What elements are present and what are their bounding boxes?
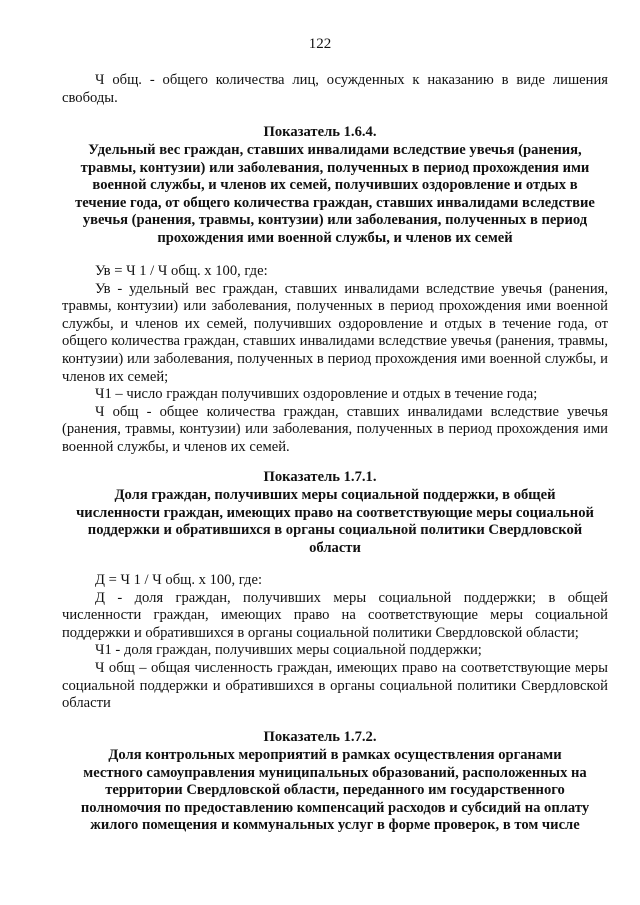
page-number: 122 xyxy=(308,36,332,52)
heading-line: прохождения ими военной службы, и членов их семей xyxy=(157,229,513,246)
heading-line: травмы, контузии) или заболевания, полученных в период прохождения ими xyxy=(80,159,590,176)
section-body-1-6-4 xyxy=(62,263,608,457)
definition-ch1: Ч1 - доля граждан, получивших меры социальной поддержки; xyxy=(95,642,482,659)
definition-ch-obsh: Ч общ – общая численность граждан, имеющих право на соответствующие меры социальной поддержки и обратившихся в органы социальной политики Свердловской области xyxy=(62,659,608,712)
heading-line: жилого помещения и коммунальных услуг в форме проверок, в том числе xyxy=(90,817,580,834)
section-body-1-7-1 xyxy=(62,572,608,713)
heading-line: полномочия по предоставлению компенсаций расходов и субсидий на оплату xyxy=(80,799,590,816)
definition-uv: Ув - удельный вес граждан, ставших инвалидами вследствие увечья (ранения, травмы, контузии) или заболевания, полученных в период прохождения ими военной службы, и членов их семей, получивших оздоровление и отдых в течение года, от общего количества граждан, ставших инвалидами вследствие увечья (ранения, травмы, контузии) или заболевания, полученных в период прохождения ими военной службы, и членов их семей; xyxy=(62,280,608,385)
definition-ch1: Ч1 – число граждан получивших оздоровление и отдых в течение года; xyxy=(95,386,538,403)
section-heading-1-7-2 xyxy=(62,747,608,835)
definition-ch-obsh: Ч общ - общее количества граждан, ставших инвалидами вследствие увечья (ранения, травмы, контузии) или заболевания, полученных в период прохождения ими военной службы, и членов их семей. xyxy=(62,403,608,455)
section-heading-1-7-1 xyxy=(62,487,608,557)
intro-block xyxy=(62,72,608,107)
intro-paragraph: Ч общ. - общего количества лиц, осужденных к наказанию в виде лишения свободы. xyxy=(62,72,608,106)
formula: Д = Ч 1 / Ч общ. х 100, где: xyxy=(95,572,263,588)
section-heading-1-6-4 xyxy=(62,142,608,248)
section-title-1-7-1: Показатель 1.7.1. xyxy=(263,469,377,485)
heading-line: территории Свердловской области, переданного им государственного xyxy=(105,782,565,799)
formula: Ув = Ч 1 / Ч общ. х 100, где: xyxy=(95,263,268,279)
heading-line: Удельный вес граждан, ставших инвалидами вследствие увечья (ранения, xyxy=(88,142,582,158)
heading-line: военной службы, и членов их семей, получивших оздоровление и отдых в xyxy=(92,177,578,194)
heading-line: области xyxy=(309,539,361,556)
definition-d: Д - доля граждан, получивших меры социальной поддержки; в общей численности граждан, имеющих право на соответствующие меры социальной поддержки и обратившихся в органы социальной политики Свердловской области; xyxy=(62,589,608,641)
heading-line: Доля контрольных мероприятий в рамках осуществления органами xyxy=(108,747,562,763)
heading-line: Доля граждан, получивших меры социальной поддержки, в общей xyxy=(114,487,556,503)
section-title-1-7-2: Показатель 1.7.2. xyxy=(263,729,377,745)
heading-line: поддержки и обратившихся в органы социальной политики Свердловской xyxy=(87,522,583,539)
heading-line: местного самоуправления муниципальных образований, расположенных на xyxy=(83,764,587,781)
heading-line: увечья (ранения, травмы, контузии) или заболевания, полученных в период xyxy=(82,212,588,229)
heading-line: течение года, от общего количества граждан, ставших инвалидами вследствие xyxy=(75,194,595,211)
section-title-1-6-4: Показатель 1.6.4. xyxy=(263,124,377,140)
heading-line: численности граждан, имеющих право на соответствующие меры социальной xyxy=(76,504,594,521)
